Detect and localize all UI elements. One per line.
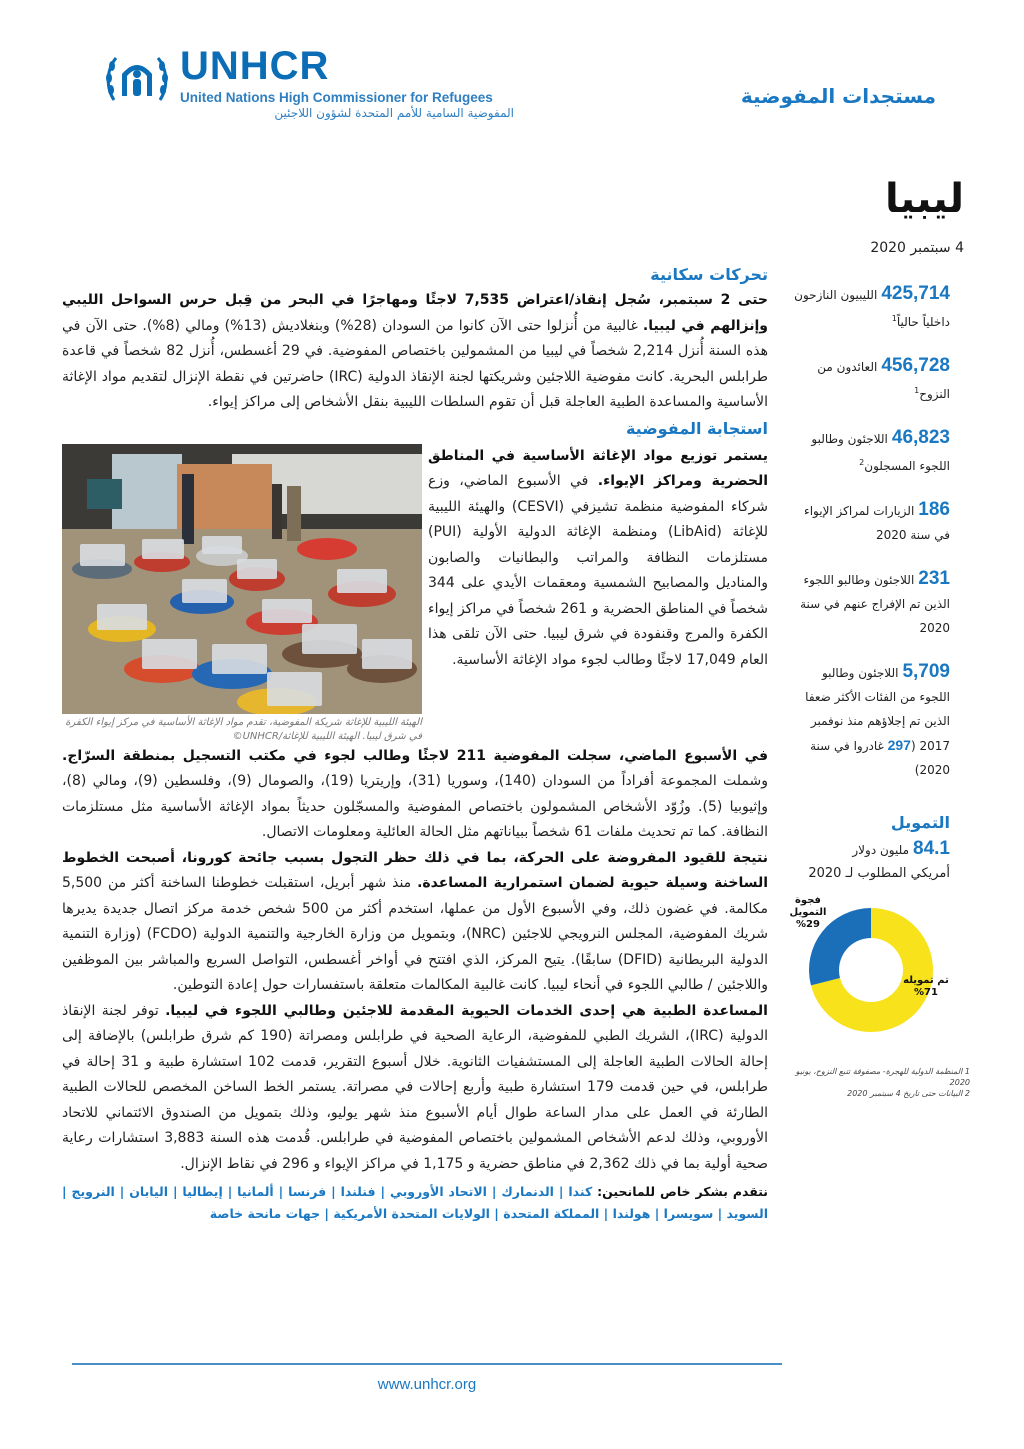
photo-illustration (62, 444, 422, 714)
funding-title: التمويل (890, 813, 950, 832)
photo-caption: الهيئة الليبية للإغاثة شريكة المفوضية، تقدم مواد الإغاثة الأساسية في مركز إيواء الكفرة في شرق ليبيا. الهيئة الليبية للإغاثة/UNHCR© (65, 716, 422, 742)
org-name-english: United Nations High Commissioner for Refugees (180, 90, 493, 105)
main-column (62, 262, 768, 1225)
section-title-population-movements: تحركات سكانية (650, 265, 768, 284)
donut-label-funded-name: تم تمويله (903, 975, 949, 986)
funding-amount: 84.1 (913, 838, 950, 859)
key-figure-label: العائدون من النزوح (817, 360, 950, 401)
unhcr-emblem-icon (104, 50, 170, 106)
key-figure-value: 186 (918, 499, 950, 520)
paragraph-body: في الأسبوع الماضي، وزع شركاء المفوضية منظمة تشيزفي (CESVI) والهيئة الليبية للإغاثة (LibAid) ومنظمة الإغاثة الدولية الأولية (PUI) مستلزمات النظافة والمراتب والبطانيات والصابون والمناديل والمصابيح الشمسية ومعقمات الأيدي على 344 شخصاً في المناطق الحضرية و 261 شخصاً في مراكز إيواء الكفرة والمرج وقنفودة في شرق ليبيا. حتى الآن تلقى هذا العام 17,049 لاجئًا وطالب لجوء مواد الإغاثة الأساسية. (428, 473, 769, 668)
paragraph-lead: في الأسبوع الماضي، سجلت المفوضية 211 لاجئًا وطالب لجوء في مكتب التسجيل بمنطقة السرّاج. (62, 747, 768, 764)
donors-list: كندا | الدنمارك | الاتحاد الأوروبي | فنلندا | فرنسا | ألمانيا | إيطاليا | اليابان | النرويج | السويد | سويسرا | هولندا | المملكة المتحدة | الولايات المتحدة الأمريكية | جهات مانحة خاصة (62, 1184, 768, 1221)
relief-items-photo (62, 444, 422, 714)
funding-panel (790, 810, 950, 885)
donors-acknowledgement (62, 1181, 768, 1225)
key-figure-value: 46,823 (891, 427, 950, 448)
org-wordmark: UNHCR (180, 44, 330, 88)
report-date: 4 سبتمبر 2020 (870, 240, 964, 256)
key-figure-label: الزيارات لمراكز الإيواء في سنة 2020 (804, 504, 950, 542)
paragraph-medical-assistance (62, 999, 768, 1178)
footer-website-link[interactable]: www.unhcr.org (377, 1376, 477, 1393)
donut-label-gap-name: فجوة التمويل (789, 895, 827, 918)
funding-donut-chart (789, 895, 962, 1035)
key-figure-inline-value: 297 (887, 737, 911, 753)
key-figure-value: 231 (918, 568, 950, 589)
paragraph-body: توفر لجنة الإنقاذ الدولية (IRC)، الشريك الطبي للمفوضية، الرعاية الصحية في طرابلس ومصراتة (190 كم شرق طرابلس) بالإضافة إلى إحالة الحالات الطبية العاجلة إلى المستشفيات الثانوية. خلال أسبوع التقرير، قدمت 102 استشارة طبية و 31 إحالة في طرابلس، في حين قدمت 179 استشارة طبية وأربع إحالات في مصراتة. يستمر الخط الساخن المخصص للحالات الطبية الطارئة في العمل على مدار الساعة طوال أيام الأسبوع منذ شهر يوليو، وذلك بتمويل من الصندوق الائتماني للاتحاد الأوروبي، وذلك لدعم الأشخاص المشمولين باختصاص المفوضية في طرابلس. قُدمت هذه السنة 3,883 استشارات رعاية صحية أولية بما في ذلك 2,362 في مناطق حضرية و 1,175 في مراكز الإيواء و 296 في نقاط الإنزال. (62, 1002, 768, 1172)
funding-amount-sub: أمريكي المطلوب لـ 2020 (808, 866, 950, 881)
paragraph-lead: نتيجة للقيود المفروضة على الحركة، بما في ذلك حظر التجول بسبب جائحة كورونا، أصبحت الخطوط الساخنة وسيلة حيوية لضمان استمرارية المساعدة. (62, 849, 768, 891)
section-title-unhcr-response: استجابة المفوضية (625, 418, 768, 438)
footnote-1: 1 المنظمة الدولية للهجرة- مصفوفة تتبع النزوح، يونيو 2020 (795, 1067, 970, 1087)
key-figure-label: اللاجئون وطالبو اللجوء من الفئات الأكثر ضعفا الذين تم إجلاؤهم منذ نوفمبر 2017 ( (805, 666, 950, 753)
unhcr-logo (104, 44, 524, 130)
key-figure-label: اللاجئون وطالبو اللجوء الذين تم الإفراج عنهم في سنة 2020 (800, 573, 950, 635)
response-block (62, 444, 768, 744)
funding-amount-unit: مليون دولار (852, 843, 910, 857)
paragraph-body: غالبية من أُنزلوا حتى الآن كانوا من السودان (28%) وبنغلاديش (13%) ومالي (8%). حتى الآن في هذه السنة أُنزل 2,214 شخصاً في ليبيا من المشمولين باختصاص المفوضية. في 29 أغسطس، أُنزل 82 شخصاً في قاعدة طرابلس البحرية. كانت مفوضية اللاجئين وشريكتها لجنة الإنقاذ الدولية (IRC) حاضرتين في نقطة الإنزال لتقديم مواد الإغاثة الأساسية والمساعدة الطبية العاجلة قبل أن تقوم السلطات الليبية بنقل الأشخاص إلى مراكز إيواء. (62, 317, 769, 410)
donut-label-gap (786, 895, 830, 931)
paragraph-lead: المساعدة الطبية هي إحدى الخدمات الحيوية المقدمة للاجئين وطالبي اللجوء في ليبيا. (165, 1002, 768, 1019)
key-figure-value: 456,728 (881, 355, 950, 376)
paragraph-lead: يستمر توزيع مواد الإغاثة الأساسية في المناطق الحضرية ومراكز الإيواء. (428, 447, 769, 489)
country-title: ليبيا (884, 176, 964, 222)
document-type-title: مستجدات المفوضية (740, 84, 936, 108)
key-figure-idps (790, 282, 950, 334)
paragraph-hotlines (62, 846, 768, 999)
key-figure-value: 425,714 (881, 283, 950, 304)
key-figure-label: الليبيون النازحون داخلياً حالياً (794, 288, 950, 329)
donut-label-gap-value: %29 (796, 919, 820, 930)
key-figure-label-after: غادروا في سنة 2020) (810, 739, 950, 777)
paragraph-body: وشملت المجموعة أفراداً من السودان (140)، وسوريا (31)، وإريتريا (19)، والصومال (9)، وفلسطين (9)، ومالي (8)، وإثيوبيا (5). وزُوّد الأشخاص المشمولون باختصاص المفوضية والمسجّلون حديثاً بمواد الإغاثة الأساسية مثل مستلزمات النظافة. كما تم تحديث ملفات 61 شخصاً ببياناتهم مثل الحالة العائلية ومعلومات الاتصال. (62, 773, 768, 840)
footnote-ref: 1 (914, 386, 920, 395)
donut-label-funded (896, 975, 956, 999)
key-figure-evacuated (790, 660, 950, 782)
key-figures-column (790, 282, 950, 802)
footnote-ref: 1 (891, 314, 897, 323)
paragraph-relief-distribution (428, 444, 768, 674)
key-figure-label: اللاجئون وطالبو اللجوء المسجلون (811, 432, 950, 473)
key-figure-registered-refugees (790, 426, 950, 478)
donut-label-funded-value: %71 (914, 987, 938, 998)
funding-amount-line (790, 836, 950, 863)
key-figure-released (790, 567, 950, 640)
paragraph-population-movements (62, 288, 768, 416)
key-figure-value: 5,709 (902, 661, 950, 682)
paragraph-lead: حتى 2 سبتمبر، سُجل إنقاذ/اعتراض 7,535 لاجئًا ومهاجرًا في البحر من قِبل حرس السواحل الليبي وإنزالهم في ليبيا. (62, 292, 769, 334)
paragraph-body: منذ شهر أبريل، استقبلت خطوطنا الساخنة أكثر من 5,500 مكالمة. في غضون ذلك، وفي الأسبوع الأول من عملها، استخدم أكثر من 500 شخص خدمة مركز اتصال جديدة يديرها شريك المفوضية، المجلس النرويجي للاجئين (NRC)، وبتمويل من وزارة الخارجية والتنمية الدولية (FCDO) (وزارة التنمية الدولية البريطانية (DFID) سابقًا). يتيح المركز، الذي افتتح في أواخر أغسطس، التواصل السريع والمباشر بين الموظفين واللاجئين / طالبي اللجوء في أنحاء ليبيا. كانت غالبية المكالمات متعلقة باستفسارات حول إعادة التوطين. (62, 875, 769, 993)
donors-lead: نتقدم بشكر خاص للمانحين: (597, 1184, 768, 1199)
key-figure-detention-visits (790, 498, 950, 547)
org-name-arabic: المفوضية السامية للأمم المتحدة لشؤون اللاجئين (274, 106, 514, 120)
footnotes (780, 1066, 970, 1099)
footnote-ref: 2 (859, 458, 865, 467)
key-figure-returnees (790, 354, 950, 406)
footnote-2: 2 البيانات حتى تاريخ 4 سبتمبر 2020 (847, 1089, 970, 1098)
footer-divider (72, 1363, 782, 1365)
paragraph-registration (62, 744, 768, 846)
